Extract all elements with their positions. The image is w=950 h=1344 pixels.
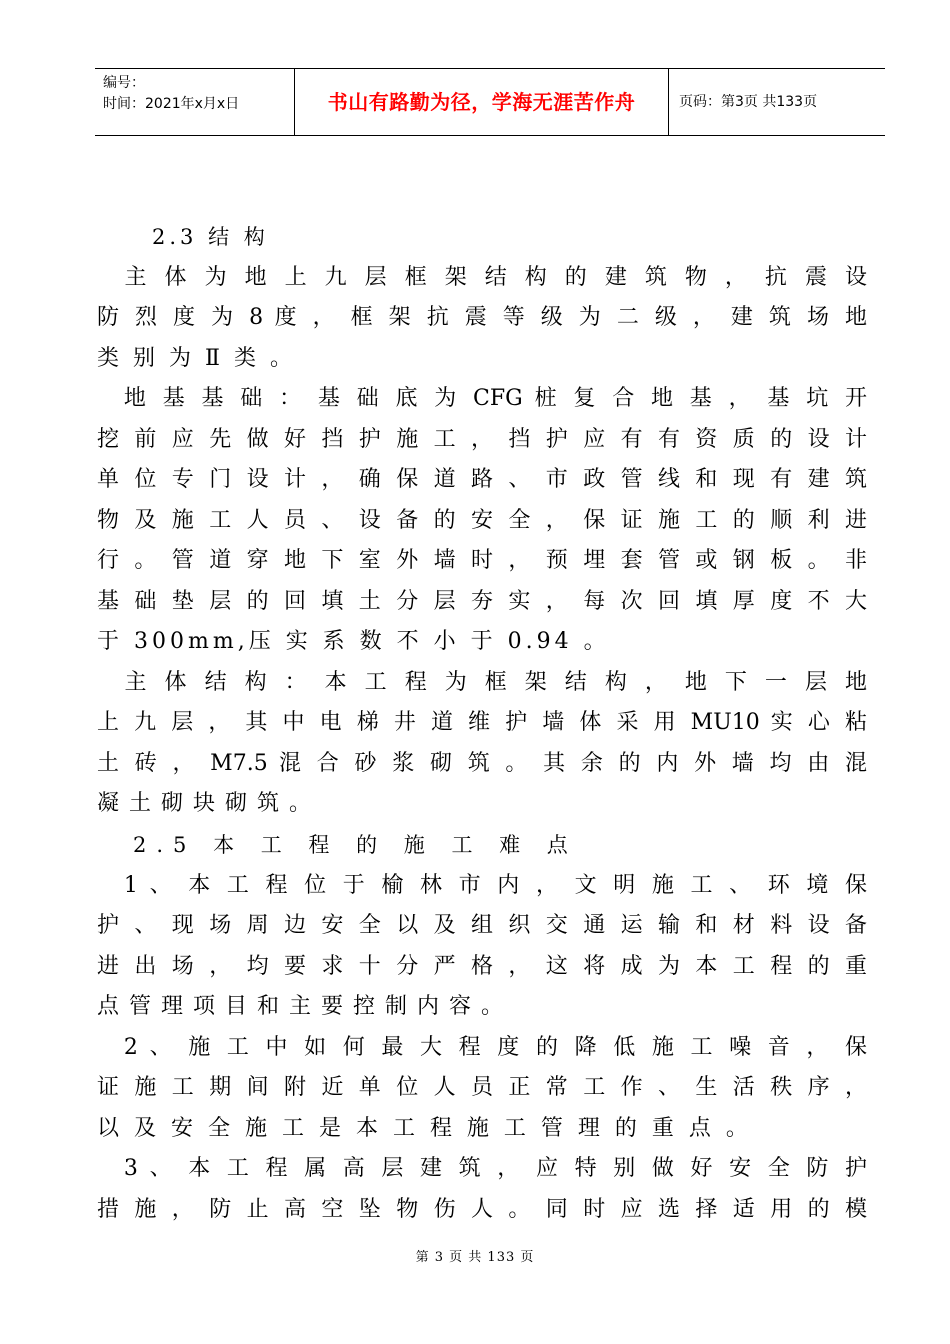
paragraph-line: 物 及 施 工 人 员 、 设 备 的 安 全 ， 保 证 施 工 的 顺 利 进 (97, 508, 867, 533)
number-label: 编号： (103, 75, 145, 91)
paragraph-line: 点管理项目和主要控制内容。 (97, 994, 514, 1019)
paragraph-line: 基 础 垫 层 的 回 填 土 分 层 夯 实 ， 每 次 回 填 厚 度 不 大 (97, 589, 867, 614)
section-heading-2-5: 2.5 本 工 程 的 施 工 难 点 (133, 833, 578, 857)
header-page-label: 页码：第3页 共133页 (679, 94, 818, 110)
time-label: 时间：2021年x月x日 (103, 96, 240, 112)
page-footer: 第 3 页 共 133 页 (415, 1250, 535, 1265)
paragraph-line: 3 、 本 工 程 属 高 层 建 筑 ， 应 特 别 做 好 安 全 防 护 (97, 1156, 867, 1181)
section-heading-2-3: 2.3 结 构 (152, 225, 269, 249)
paragraph-line: 2 、 施 工 中 如 何 最 大 程 度 的 降 低 施 工 噪 音 ， 保 (97, 1035, 867, 1060)
paragraph-line: 措 施 ， 防 止 高 空 坠 物 伤 人 。 同 时 应 选 择 适 用 的 模 (97, 1197, 867, 1222)
paragraph-line: 挖 前 应 先 做 好 挡 护 施 工 ， 挡 护 应 有 有 资 质 的 设 计 (97, 427, 867, 452)
paragraph-line: 证 施 工 期 间 附 近 单 位 人 员 正 常 工 作 、 生 活 秩 序 ， (97, 1075, 867, 1100)
paragraph-line: 于 300mm,压 实 系 数 不 小 于 0.94 。 (97, 629, 610, 654)
paragraph-line: 1 、 本 工 程 位 于 榆 林 市 内 ， 文 明 施 工 、 环 境 保 (97, 873, 867, 898)
paragraph-line: 单 位 专 门 设 计 ， 确 保 道 路 、 市 政 管 线 和 现 有 建 筑 (97, 467, 867, 492)
paragraph-line: 行 。 管 道 穿 地 下 室 外 墙 时 ， 预 埋 套 管 或 钢 板 。 非 (97, 548, 867, 573)
header-motto: 书山有路勤为径，学海无涯苦作舟 (295, 69, 669, 135)
paragraph-line: 以 及 安 全 施 工 是 本 工 程 施 工 管 理 的 重 点 。 (97, 1116, 752, 1141)
paragraph-line: 土 砖 ， M7.5 混 合 砂 浆 砌 筑 。 其 余 的 内 外 墙 均 由 混 (97, 751, 867, 776)
paragraph-line: 上 九 层 ， 其 中 电 梯 井 道 维 护 墙 体 采 用 MU10 实 心 粘 (97, 710, 867, 735)
document-header (95, 68, 885, 136)
paragraph-line: 主 体 结 构 ： 本 工 程 为 框 架 结 构 ， 地 下 一 层 地 (97, 670, 867, 695)
paragraph-line: 地 基 基 础 ： 基 础 底 为 CFG 桩 复 合 地 基 ， 基 坑 开 (97, 386, 867, 411)
paragraph-line: 凝土砌块砌筑。 (97, 791, 322, 816)
paragraph-line: 主 体 为 地 上 九 层 框 架 结 构 的 建 筑 物 ， 抗 震 设 (97, 265, 867, 290)
paragraph-line: 护 、 现 场 周 边 安 全 以 及 组 织 交 通 运 输 和 材 料 设 备 (97, 913, 867, 938)
paragraph-line: 防 烈 度 为 8 度 ， 框 架 抗 震 等 级 为 二 级 ， 建 筑 场 地 (97, 305, 867, 330)
header-meta-cell (95, 69, 295, 135)
paragraph-line: 进 出 场 ， 均 要 求 十 分 严 格 ， 这 将 成 为 本 工 程 的 重 (97, 954, 867, 979)
paragraph-line: 类别为Ⅱ类。 (97, 346, 306, 371)
